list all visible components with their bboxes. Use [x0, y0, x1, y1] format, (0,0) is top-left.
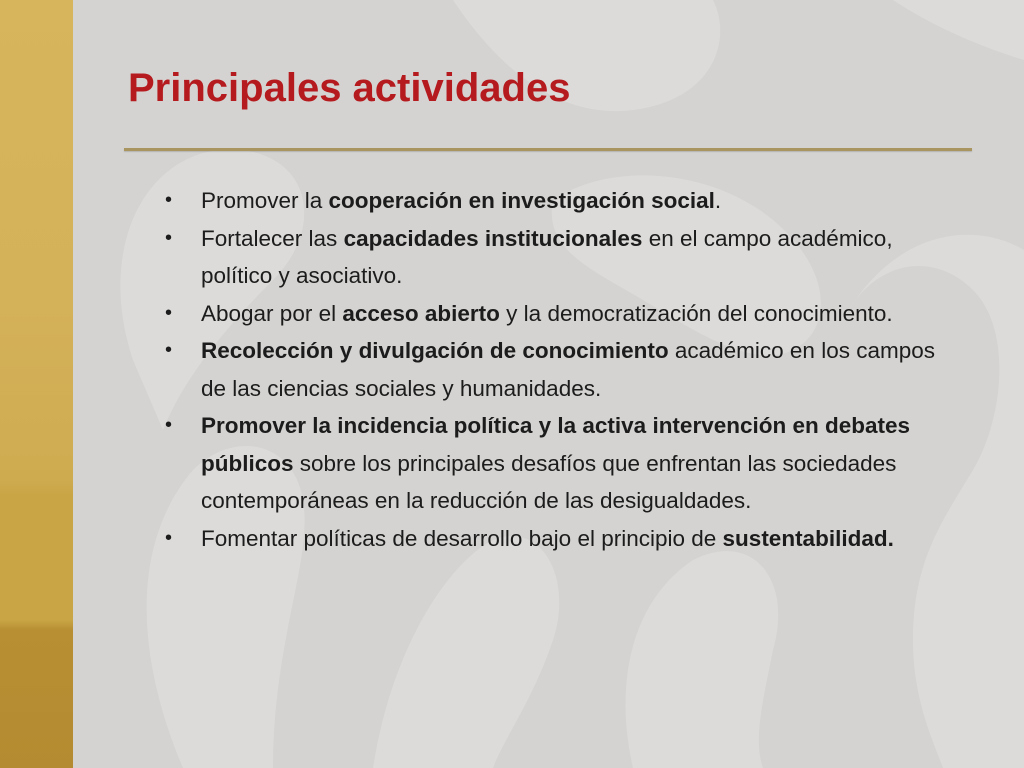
accent-sidebar [0, 0, 73, 768]
bullet-marker: • [165, 226, 173, 249]
bullet-text: Abogar por el [201, 300, 343, 326]
bullet-text-bold: Promover la incidencia política y la activa intervención en debates públicos [201, 413, 911, 476]
bullet-marker: • [165, 189, 173, 211]
bullet-marker: • [165, 526, 173, 549]
bullet-text-bold: acceso abierto [342, 300, 500, 326]
bullet-marker: • [165, 414, 173, 436]
bullet-list [165, 182, 965, 557]
bullet-item [165, 182, 965, 220]
bullet-text: y la democratización del conocimiento. [499, 300, 893, 326]
bullet-item [165, 407, 965, 520]
bullet-text: Fortalecer las [201, 225, 344, 251]
bullet-text: Fomentar políticas de desarrollo bajo el principio de [201, 525, 723, 551]
bullet-text-bold: Recolección y divulgación de conocimiento [201, 338, 669, 363]
bullet-item [165, 295, 965, 333]
bullet-marker: • [165, 301, 173, 324]
bullet-text: académico en los campos de las ciencias sociales y humanidades. [201, 338, 935, 401]
bullet-text: Promover la [201, 188, 329, 213]
bullet-text: . [714, 188, 722, 213]
bullet-text-bold: capacidades institucionales [343, 225, 643, 251]
bullet-marker: • [165, 339, 173, 361]
bullet-item [165, 220, 965, 295]
bullet-text: sobre los principales desafíos que enfrentan las sociedades contemporáneas en la reducción de las desigualdades. [201, 450, 897, 513]
bullet-item [165, 520, 965, 558]
bullet-item [165, 332, 965, 407]
bullet-text-bold: sustentabilidad. [722, 525, 894, 551]
bullet-text: en el campo académico, político y asociativo. [201, 225, 893, 288]
slide-title: Principales actividades [128, 66, 571, 110]
bullet-text-bold: cooperación en investigación social [328, 188, 715, 213]
title-divider [124, 148, 972, 151]
